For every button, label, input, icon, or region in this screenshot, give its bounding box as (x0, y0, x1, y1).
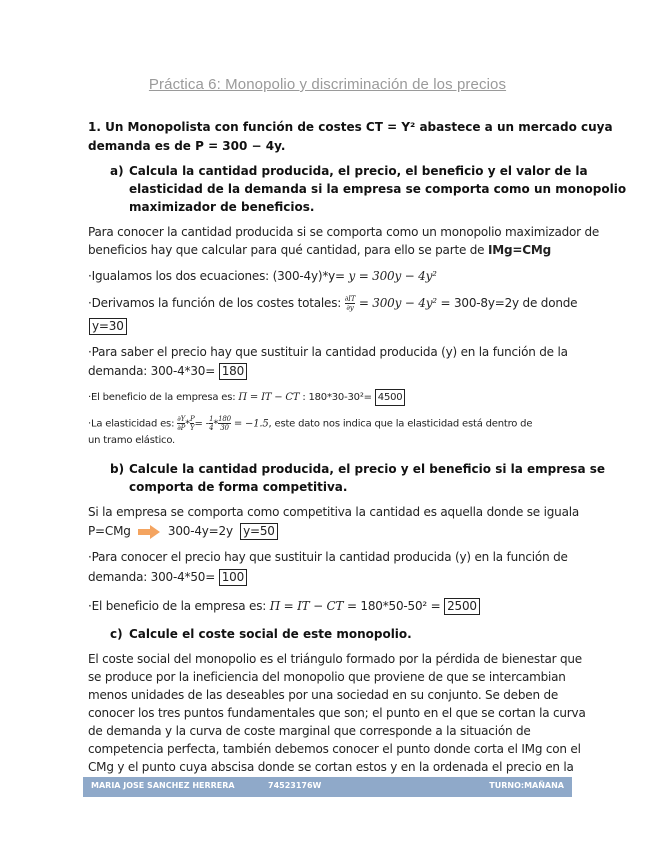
result-box-y50: y=50 (240, 523, 278, 540)
question-1-line-2: demanda es de P = 300 − 4y. (88, 139, 286, 153)
para-b2-line-2 (88, 568, 247, 587)
part-a-label: a) (110, 164, 124, 178)
para-a6-rest: , este dato nos indica que la elasticidad está dentro de (268, 418, 533, 430)
para-a4-line-2 (88, 362, 247, 381)
para-b1-pcmg: P=CMg (88, 524, 131, 538)
para-b1-equation: 300-4y=2y (167, 524, 233, 538)
para-a3-result (89, 317, 127, 336)
para-a6-text: ·La elasticidad es: (88, 418, 175, 430)
page-footer (83, 777, 572, 797)
part-a-line-2: elasticidad de la demanda si la empresa se comporta como un monopolio (129, 182, 627, 196)
para-b1-line-2 (88, 522, 278, 541)
para-a6-line-2: un tramo elástico. (88, 435, 176, 446)
para-a2-math: y = 300y − 4y² (348, 269, 437, 283)
para-a5-text: ·El beneficio de la empresa es: (88, 392, 236, 403)
fraction-num: ∂IT (344, 295, 356, 303)
para-c-line: de demanda y la curva de coste marginal que corresponde a la situación de (88, 724, 531, 738)
page-title: Práctica 6: Monopolio y discriminación de los precios (148, 76, 507, 93)
para-a1-line-1: Para conocer la cantidad producida si se comporta como un monopolio maximizador de (88, 225, 600, 239)
para-a3-text: ·Derivamos la función de los costes totales: (88, 296, 342, 310)
fraction-den: Y (190, 424, 195, 432)
para-a2 (88, 267, 437, 286)
fraction-num: 1 (209, 415, 214, 423)
para-a5 (88, 389, 405, 406)
para-a1-line-2 (88, 241, 551, 260)
result-box-4500: 4500 (375, 389, 406, 406)
part-a-line-3: maximizador de beneficios. (129, 200, 315, 214)
fraction-den: ∂y (346, 304, 354, 312)
part-b-label: b) (110, 462, 125, 476)
para-b3-math: Π = IT − CT (269, 599, 344, 613)
para-b1-line-1: Si la empresa se comporta como competitiva la cantidad es aquella donde se iguala (88, 505, 580, 519)
fraction-den: 30 (220, 424, 229, 432)
para-a4-text: demanda: 300-4*30= (88, 364, 216, 378)
para-b3 (88, 597, 480, 616)
fraction-num: 180 (218, 415, 231, 423)
para-a6-math: = −1.5 (233, 418, 269, 430)
result-box-180: 180 (219, 363, 247, 380)
para-b3-rest: = 180*50-50² = (346, 599, 441, 613)
footer-student-id: 74523176W (268, 781, 322, 790)
fraction-num: ∂Y (177, 415, 186, 423)
para-c-line: menos unidades de las deseables por una sociedad en su conjunto. Se deben de (88, 688, 559, 702)
part-a-line-1: Calcula la cantidad producida, el precio, el beneficio y el valor de la (129, 164, 588, 178)
para-a3-rest: = 300-8y=2y de donde (440, 296, 578, 310)
para-b2-text: demanda: 300-4*50= (88, 570, 216, 584)
para-c-line: se produce por la ineficiencia del monopolio que proviene de que se intercambian (88, 670, 566, 684)
para-c-line: CMg y el punto cuya abscisa donde se cortan estos y en la ordenada el precio en la (88, 760, 574, 774)
elasticity-fraction-1 (177, 415, 185, 432)
footer-turno: TURNO:MAÑANA (489, 781, 564, 790)
fraction-den: ∂P (177, 424, 186, 432)
result-box-y30: y=30 (89, 318, 127, 335)
para-b3-text: ·El beneficio de la empresa es: (88, 599, 267, 613)
elasticity-fraction-3 (209, 415, 213, 432)
para-a1-bold: IMg=CMg (487, 243, 551, 257)
para-a1-text: beneficios hay que calcular para qué cantidad, para ello se parte de (88, 243, 485, 257)
para-a3-math: = 300y − 4y² (358, 296, 437, 310)
para-c-line: El coste social del monopolio es el triángulo formado por la pérdida de bienestar que (88, 652, 582, 666)
para-a5-rest: : 180*30-30²= (302, 392, 372, 403)
part-c-line-1: Calcule el coste social de este monopolio. (129, 627, 412, 641)
footer-author-name: MARIA JOSE SANCHEZ HERRERA (91, 781, 235, 790)
para-a6: ·La elasticidad es: $\frac{\partial Y}{\partial P}$ * $\frac{P}{Y}$ = - $\frac{1}{4}$ * $\frac{180}{30}$ = −1.5, este dato nos indica que la elasticidad está dentro de (88, 415, 533, 432)
part-b-line-2: comporta de forma competitiva. (129, 480, 348, 494)
para-a2-text: ·Igualamos los dos ecuaciones: (300-4y)*y= (88, 269, 345, 283)
para-a4-line-1: ·Para saber el precio hay que sustituir la cantidad producida (y) en la función de la (88, 345, 568, 359)
para-a3 (88, 294, 577, 313)
para-b2-line-1: ·Para conocer el precio hay que sustituir la cantidad producida (y) en la función de (88, 550, 568, 564)
question-1-line-1: 1. Un Monopolista con función de costes CT = Y² abastece a un mercado cuya (88, 120, 613, 134)
para-c-line: conocer los tres puntos fundamentales que son; el punto en el que se cortan la curva (88, 706, 586, 720)
elasticity-fraction-2 (190, 415, 195, 432)
part-c-label: c) (110, 627, 123, 641)
part-b-line-1: Calcule la cantidad producida, el precio y el beneficio si la empresa se (129, 462, 606, 476)
para-c-line: competencia perfecta, también debemos conocer el punto donde corta el IMg con el (88, 742, 581, 756)
para-a5-math: Π = IT − CT (238, 392, 300, 403)
result-box-2500: 2500 (444, 598, 480, 615)
right-arrow-icon (138, 525, 160, 539)
fraction-den: 4 (209, 424, 214, 432)
para-a3-fraction (345, 295, 355, 312)
result-box-100: 100 (219, 569, 247, 586)
elasticity-fraction-4 (218, 415, 231, 432)
fraction-num: P (189, 415, 195, 423)
